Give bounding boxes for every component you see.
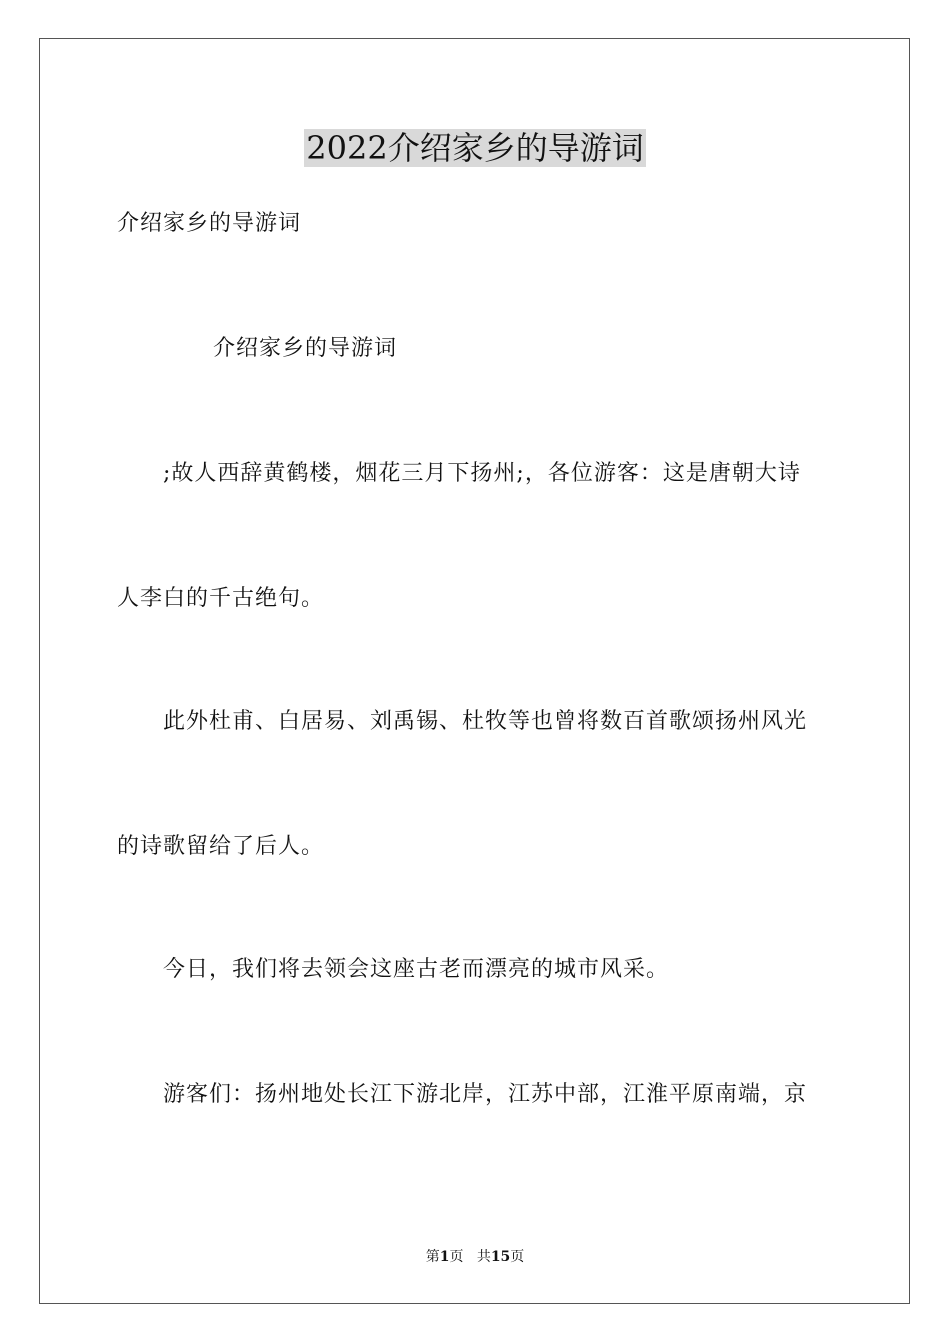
page-suffix: 页 — [449, 1249, 464, 1265]
total-suffix: 页 — [510, 1249, 525, 1265]
page-prefix: 第 — [425, 1249, 440, 1265]
total-prefix: 共 — [476, 1249, 491, 1265]
paragraph-line: 的诗歌留给了后人。 — [117, 834, 325, 859]
paragraph-line: 介绍家乡的导游词 — [213, 336, 398, 361]
paragraph-line: 此外杜甫、白居易、刘禹锡、杜牧等也曾将数百首歌颂扬州风光 — [163, 709, 808, 734]
paragraph-line: 介绍家乡的导游词 — [117, 211, 302, 236]
document-title — [0, 128, 950, 168]
total-pages: 15 — [490, 1249, 511, 1265]
paragraph-line: ;故人西辞黄鹤楼，烟花三月下扬州;，各位游客：这是唐朝大诗 — [163, 461, 801, 486]
paragraph-line: 人李白的千古绝句。 — [117, 586, 325, 611]
page-number: 1 — [439, 1249, 450, 1265]
page-footer — [0, 1248, 950, 1266]
document-title-text: 2022介绍家乡的导游词 — [306, 129, 644, 167]
paragraph-line: 今日，我们将去领会这座古老而漂亮的城市风采。 — [163, 957, 670, 982]
paragraph-line: 游客们：扬州地处长江下游北岸，江苏中部，江淮平原南端，京 — [163, 1082, 808, 1107]
